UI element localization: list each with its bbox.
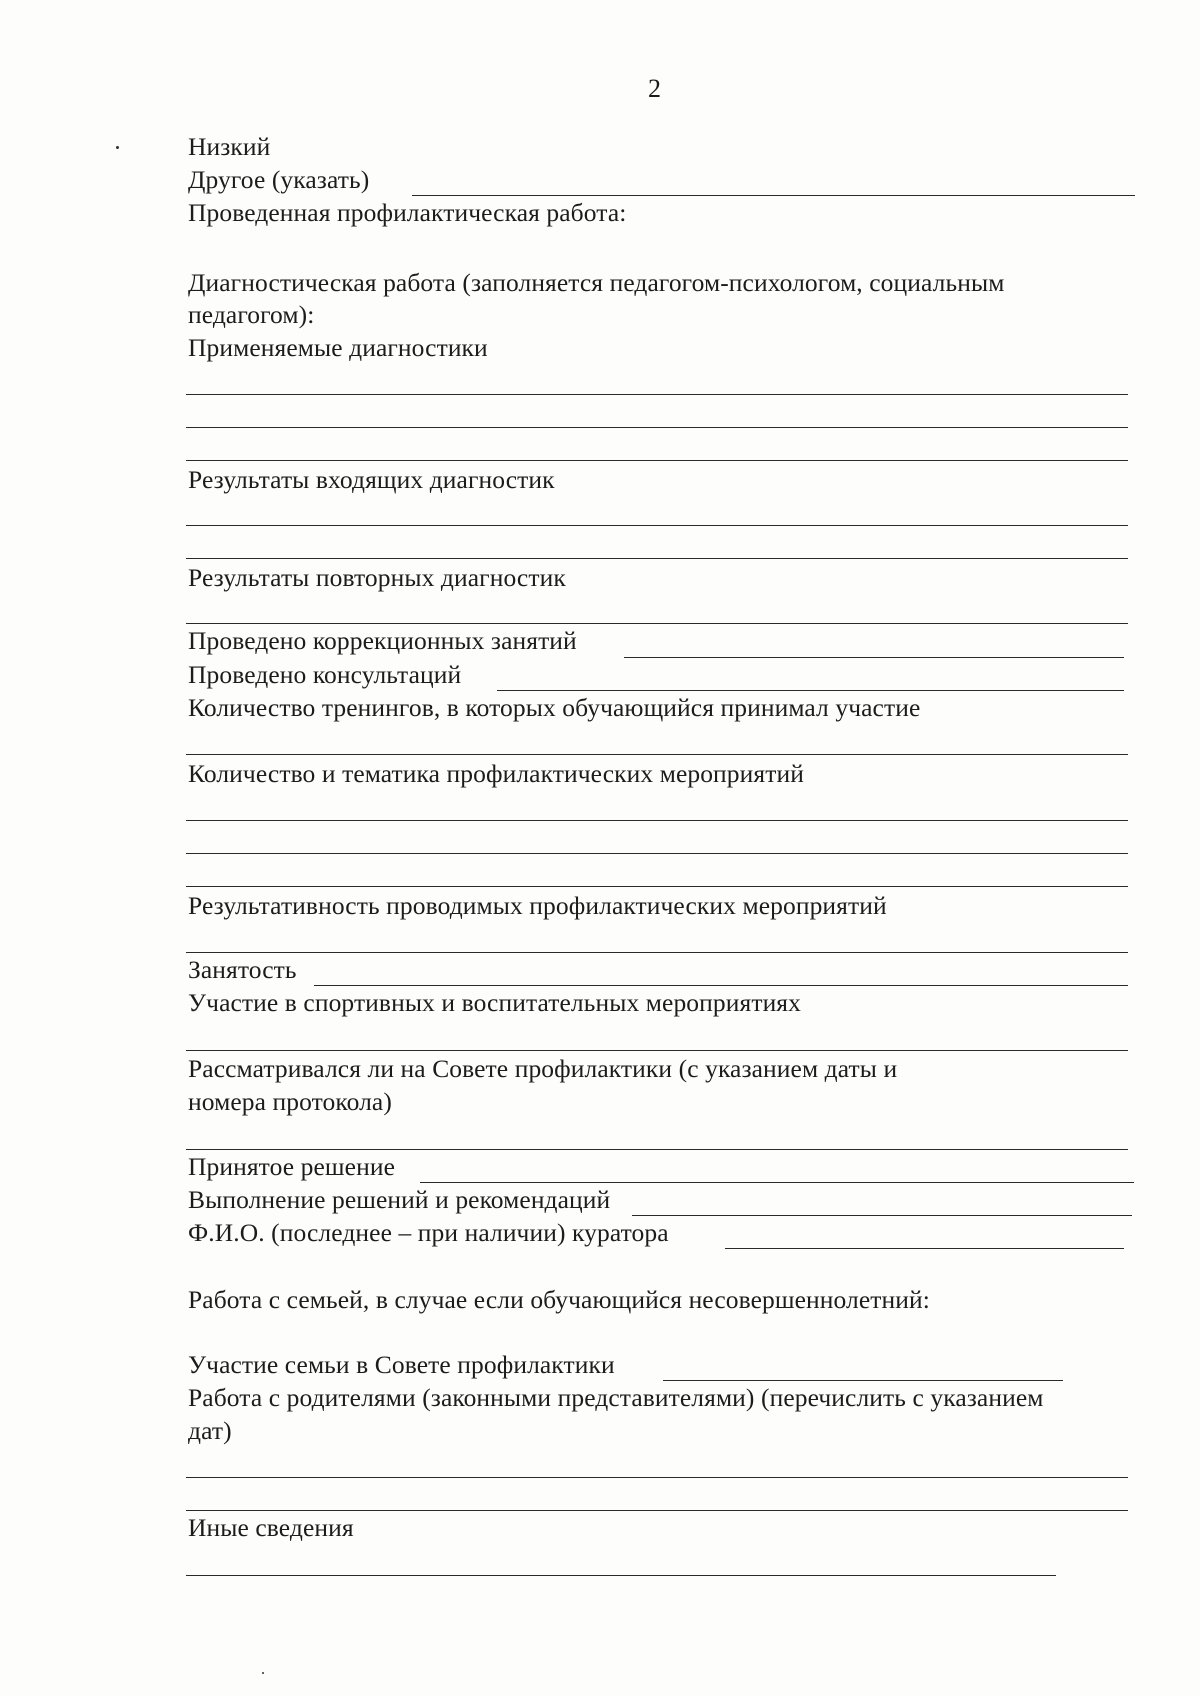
other-info-line[interactable] bbox=[186, 1575, 1056, 1576]
employment-label: Занятость bbox=[188, 955, 297, 984]
scan-speck bbox=[116, 146, 119, 149]
parents-work-line-2[interactable] bbox=[186, 1510, 1128, 1511]
curator-label: Ф.И.О. (последнее – при наличии) куратора bbox=[188, 1218, 669, 1247]
option-other-label: Другое (указать) bbox=[188, 165, 370, 194]
other-fill-line[interactable] bbox=[412, 195, 1135, 196]
page-number: 2 bbox=[648, 74, 661, 103]
parents-work-line-1[interactable] bbox=[186, 1477, 1128, 1478]
decision-line[interactable] bbox=[420, 1182, 1134, 1183]
sports-participation-label: Участие в спортивных и воспитательных мероприятиях bbox=[188, 988, 801, 1017]
employment-line[interactable] bbox=[314, 985, 1128, 986]
family-work-heading: Работа с семьей, в случае если обучающийся несовершеннолетний: bbox=[188, 1285, 930, 1314]
family-council-label: Участие семьи в Совете профилактики bbox=[188, 1350, 615, 1379]
applied-diagnostics-line-3[interactable] bbox=[186, 460, 1128, 461]
events-effectiveness-label: Результативность проводимых профилактических мероприятий bbox=[188, 891, 887, 920]
diagnostic-work-heading-cont: педагогом): bbox=[188, 300, 315, 329]
option-low: Низкий bbox=[188, 132, 271, 161]
consultations-line[interactable] bbox=[497, 690, 1124, 691]
other-info-label: Иные сведения bbox=[188, 1513, 354, 1542]
events-topics-line-2[interactable] bbox=[186, 853, 1128, 854]
curator-line[interactable] bbox=[725, 1248, 1124, 1249]
consultations-label: Проведено консультаций bbox=[188, 660, 462, 689]
decision-execution-label: Выполнение решений и рекомендаций bbox=[188, 1185, 611, 1214]
correction-sessions-line[interactable] bbox=[624, 657, 1124, 658]
trainings-line[interactable] bbox=[186, 754, 1128, 755]
incoming-results-label: Результаты входящих диагностик bbox=[188, 465, 555, 494]
parents-work-label: Работа с родителями (законными представителями) (перечислить с указанием bbox=[188, 1383, 1044, 1412]
incoming-results-line-2[interactable] bbox=[186, 558, 1128, 559]
family-council-line[interactable] bbox=[663, 1380, 1063, 1381]
council-line[interactable] bbox=[186, 1149, 1128, 1150]
applied-diagnostics-label: Применяемые диагностики bbox=[188, 333, 488, 362]
sports-participation-line[interactable] bbox=[186, 1050, 1128, 1051]
scan-speck bbox=[262, 1672, 264, 1674]
events-effectiveness-line[interactable] bbox=[186, 952, 1128, 953]
incoming-results-line-1[interactable] bbox=[186, 525, 1128, 526]
applied-diagnostics-line-1[interactable] bbox=[186, 394, 1128, 395]
events-topics-label: Количество и тематика профилактических мероприятий bbox=[188, 759, 804, 788]
correction-sessions-label: Проведено коррекционных занятий bbox=[188, 626, 577, 655]
repeat-results-line[interactable] bbox=[186, 623, 1128, 624]
council-label: Рассматривался ли на Совете профилактики (с указанием даты и bbox=[188, 1054, 898, 1083]
council-label-cont: номера протокола) bbox=[188, 1087, 392, 1116]
decision-label: Принятое решение bbox=[188, 1152, 395, 1181]
diagnostic-work-heading: Диагностическая работа (заполняется педагогом-психологом, социальным bbox=[188, 268, 1005, 297]
events-topics-line-1[interactable] bbox=[186, 820, 1128, 821]
prevention-work-heading: Проведенная профилактическая работа: bbox=[188, 198, 627, 227]
events-topics-line-3[interactable] bbox=[186, 886, 1128, 887]
parents-work-label-cont: дат) bbox=[188, 1416, 232, 1445]
decision-execution-line[interactable] bbox=[632, 1215, 1132, 1216]
trainings-label: Количество тренингов, в которых обучающийся принимал участие bbox=[188, 693, 921, 722]
repeat-results-label: Результаты повторных диагностик bbox=[188, 563, 566, 592]
applied-diagnostics-line-2[interactable] bbox=[186, 427, 1128, 428]
